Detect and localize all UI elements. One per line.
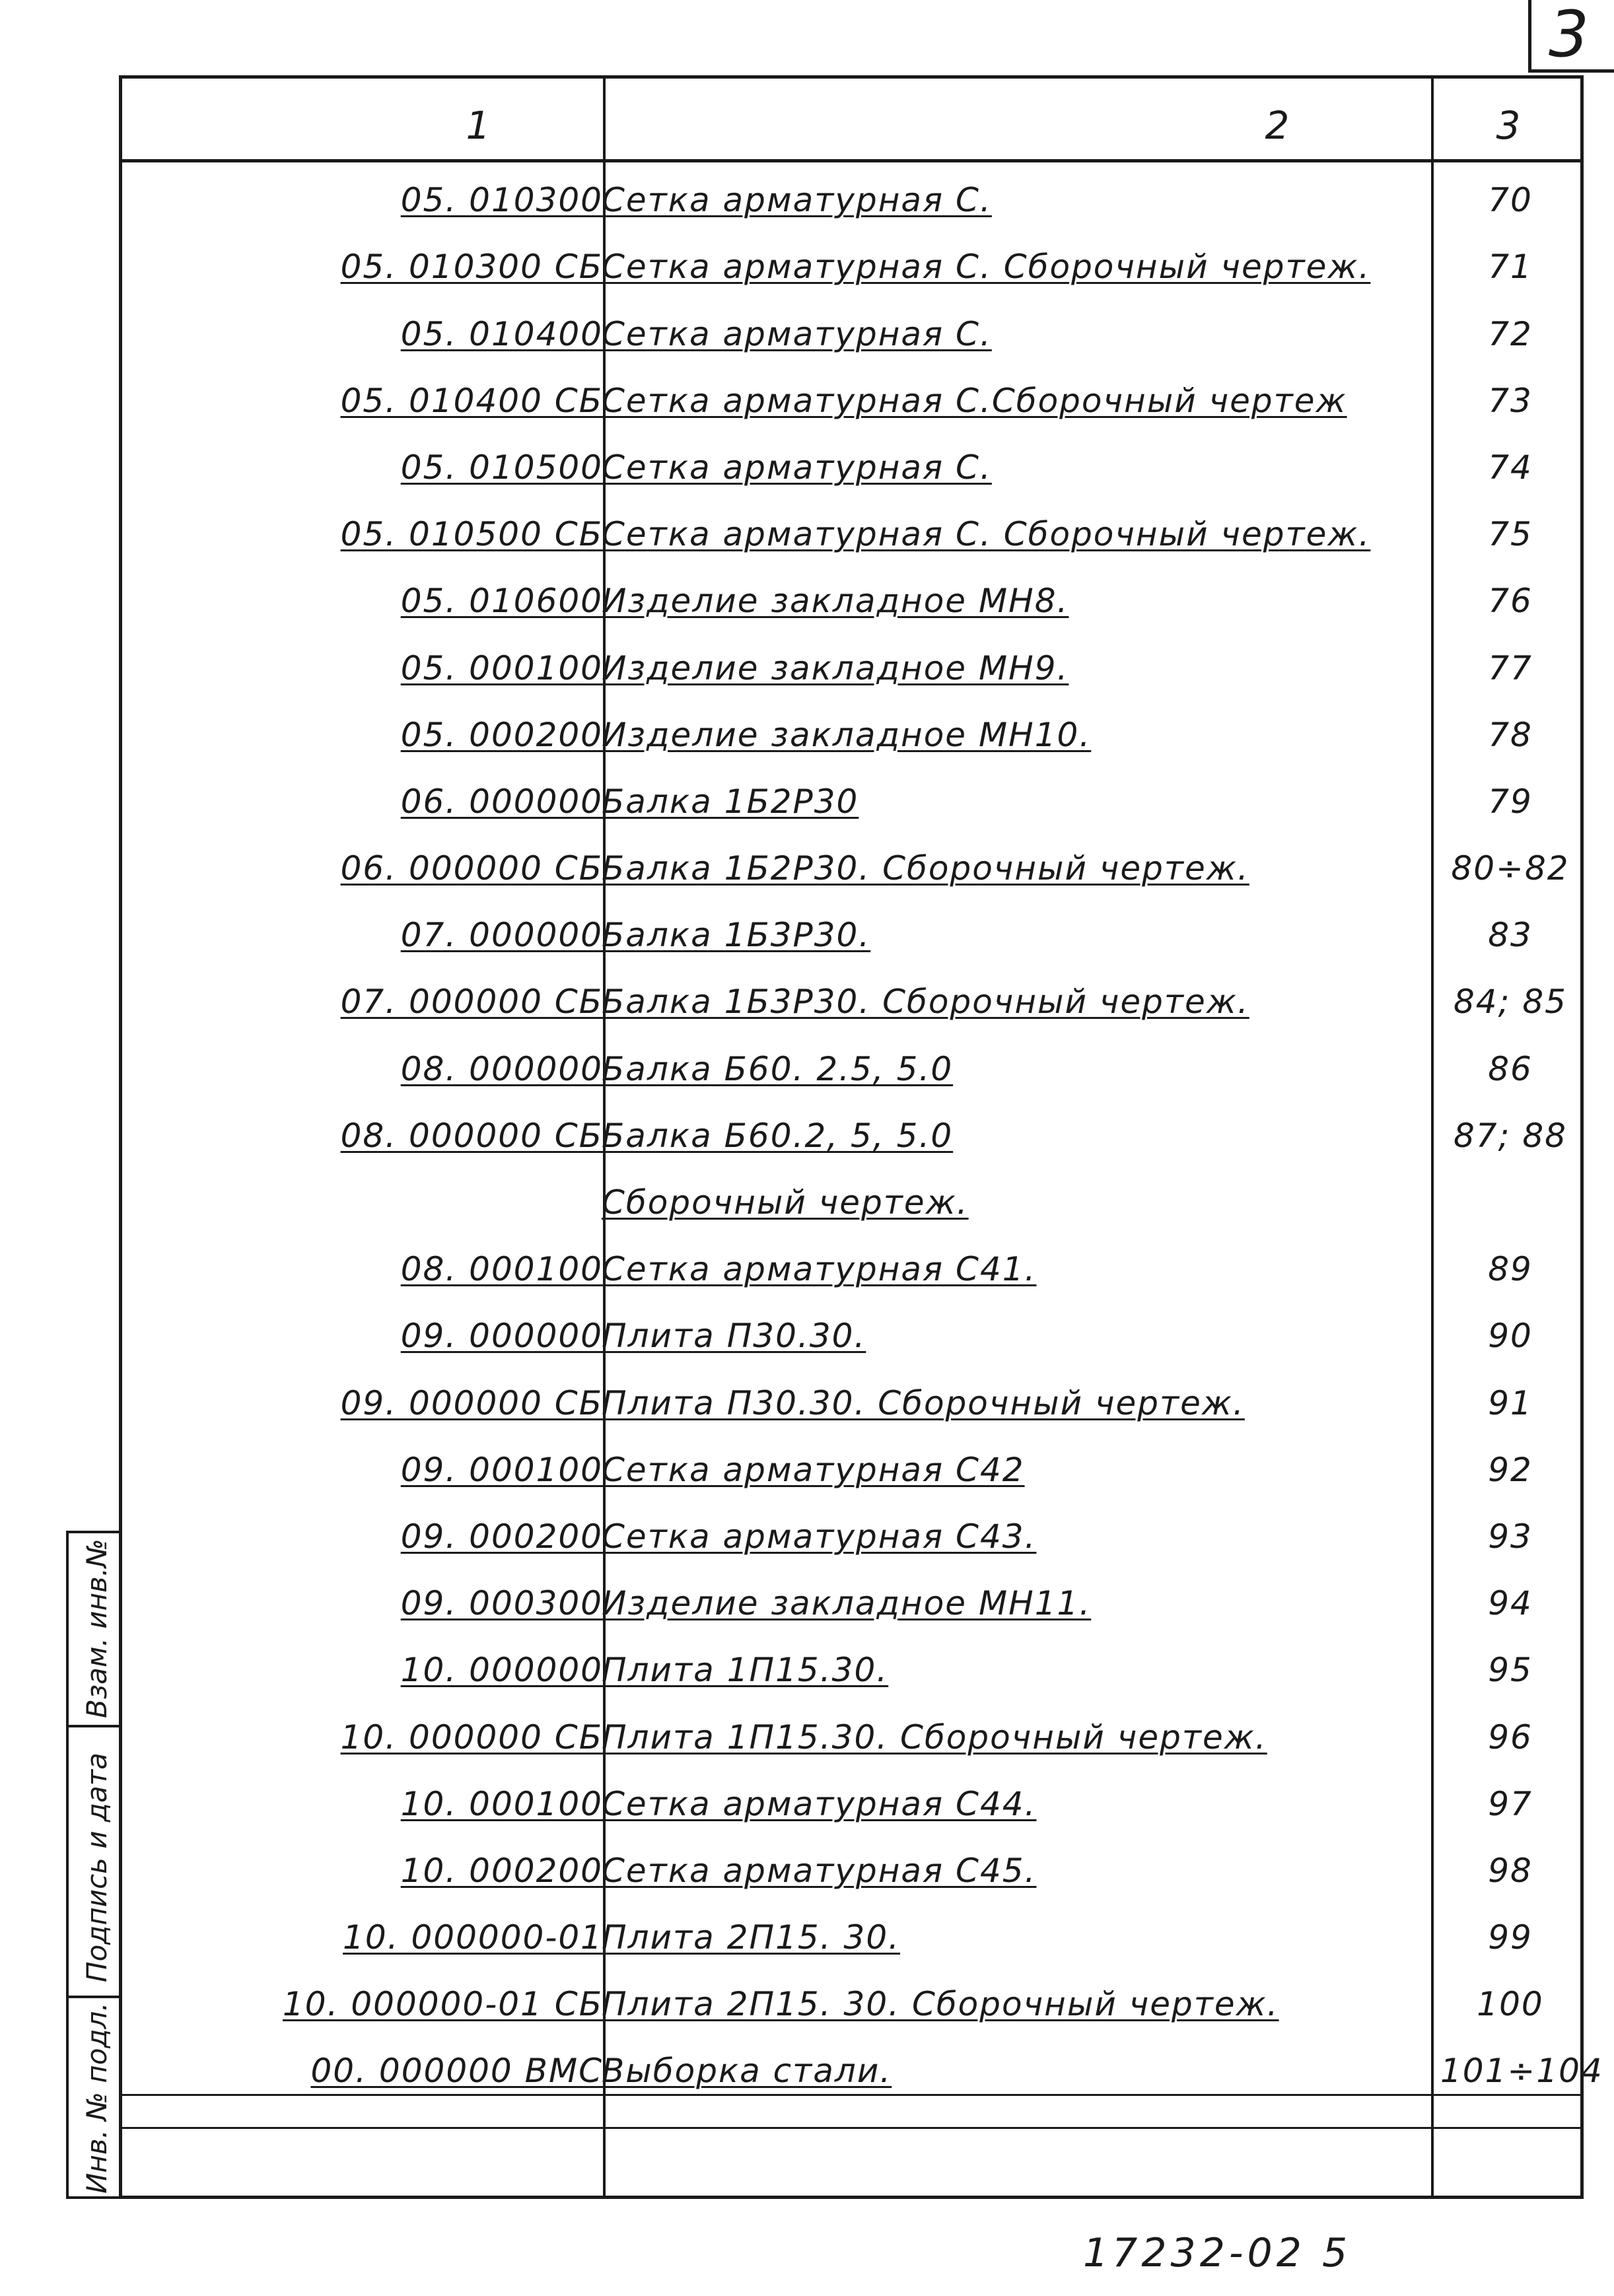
designation-cell: 08. 000000 xyxy=(400,1049,603,1088)
table-row xyxy=(122,1164,1580,1230)
name-cell: Сетка арматурная С44. xyxy=(602,1784,1037,1823)
sheet-cell: 70 xyxy=(1488,181,1533,220)
stamp-divider xyxy=(69,1996,120,1998)
name-cell: Балка Б60.2, 5, 5.0 xyxy=(602,1116,954,1155)
designation-cell: 10. 000200 xyxy=(400,1851,603,1890)
designation-cell: 05. 010400 СБ xyxy=(340,381,603,420)
page-number: 3 xyxy=(1549,0,1591,71)
sheet-cell: 84; 85 xyxy=(1454,983,1567,1022)
name-cell: Сборочный чертеж. xyxy=(602,1183,969,1222)
table-row xyxy=(122,1230,1580,1297)
name-cell: Изделие закладное МН11. xyxy=(602,1584,1092,1623)
header-col-2: 2 xyxy=(1265,103,1291,148)
table-row xyxy=(122,1297,1580,1364)
designation-cell: 10. 000000-01 xyxy=(343,1918,603,1957)
table-row xyxy=(122,963,1580,1029)
name-cell: Сетка арматурная С. xyxy=(602,314,992,353)
header-col-3: 3 xyxy=(1496,103,1522,148)
table-row xyxy=(122,763,1580,829)
designation-cell: 09. 000100 xyxy=(400,1450,603,1489)
designation-cell: 05. 010500 СБ xyxy=(340,515,603,554)
designation-cell: 07. 000000 СБ xyxy=(340,983,603,1022)
name-cell: Сетка арматурная С. Сборочный чертеж. xyxy=(602,515,1371,554)
designation-cell: 05. 010300 xyxy=(400,181,603,220)
name-cell: Сетка арматурная С43. xyxy=(602,1517,1037,1556)
name-cell: Плита 2П15. 30. xyxy=(602,1918,901,1957)
designation-cell: 10. 000000 xyxy=(400,1651,603,1690)
sheet-cell: 92 xyxy=(1488,1450,1533,1489)
table-row xyxy=(122,161,1580,228)
table-row xyxy=(122,1431,1580,1498)
designation-cell: 07. 000000 xyxy=(400,916,603,955)
specification-table xyxy=(119,75,1603,2199)
name-cell: Балка 1Б2Р30 xyxy=(602,782,859,821)
sheet-cell: 95 xyxy=(1488,1651,1533,1690)
sheet-cell: 94 xyxy=(1488,1584,1533,1623)
sheet-cell: 75 xyxy=(1488,515,1533,554)
designation-cell: 08. 000000 СБ xyxy=(340,1116,603,1155)
table-row xyxy=(122,495,1580,562)
name-cell: Сетка арматурная С.Сборочный чертеж xyxy=(602,381,1347,420)
name-cell: Сетка арматурная С. xyxy=(602,448,992,487)
table-body xyxy=(122,161,1603,2233)
designation-cell: 09. 000200 xyxy=(400,1517,603,1556)
sheet-cell: 97 xyxy=(1488,1784,1533,1823)
table-row xyxy=(122,1564,1580,1631)
name-cell: Плита П30.30. xyxy=(602,1317,866,1356)
designation-cell: 05. 010400 xyxy=(400,314,603,353)
designation-cell: 08. 000100 xyxy=(400,1250,603,1289)
name-cell: Сетка арматурная С45. xyxy=(602,1851,1037,1890)
table-row xyxy=(122,1898,1580,1965)
table-row xyxy=(122,295,1580,361)
table-row xyxy=(122,429,1580,495)
stamp-divider xyxy=(69,1725,120,1727)
name-cell: Сетка арматурная С. xyxy=(602,181,992,220)
sheet-cell: 76 xyxy=(1488,582,1533,621)
designation-cell: 06. 000000 xyxy=(400,782,603,821)
table-row xyxy=(122,896,1580,963)
designation-cell: 09. 000000 xyxy=(400,1317,603,1356)
name-cell: Балка 1Б2Р30. Сборочный чертеж. xyxy=(602,849,1249,888)
name-cell: Балка Б60. 2.5, 5.0 xyxy=(602,1049,954,1088)
name-cell: Плита 2П15. 30. Сборочный чертеж. xyxy=(602,1985,1279,2024)
header-col-1: 1 xyxy=(466,103,492,148)
side-stamp: Взам. инв.№ Подпись и дата Инв. № подл. xyxy=(66,1531,120,2199)
table-row xyxy=(122,228,1580,295)
sheet-cell: 100 xyxy=(1477,1985,1544,2024)
name-cell: Балка 1Б3Р30. xyxy=(602,916,871,955)
table-row xyxy=(122,1832,1580,1898)
sheet-cell: 80÷82 xyxy=(1451,849,1570,888)
sheet-cell: 86 xyxy=(1488,1049,1533,1088)
table-row xyxy=(122,696,1580,763)
designation-cell: 05. 010500 xyxy=(400,448,603,487)
name-cell: Выборка стали. xyxy=(602,2052,892,2091)
sheet-cell: 83 xyxy=(1488,916,1533,955)
designation-cell: 05. 000100 xyxy=(400,648,603,687)
document-code: 17232-02 5 xyxy=(1083,2230,1352,2276)
table-row xyxy=(122,2032,1603,2099)
table-row xyxy=(122,1631,1580,1698)
designation-cell: 05. 010300 СБ xyxy=(340,248,603,287)
designation-cell: 09. 000000 СБ xyxy=(340,1383,603,1422)
designation-cell: 00. 000000 ВМС xyxy=(310,2052,603,2091)
sheet-cell: 89 xyxy=(1488,1250,1533,1289)
name-cell: Плита П30.30. Сборочный чертеж. xyxy=(602,1383,1245,1422)
sheet-cell: 77 xyxy=(1488,648,1533,687)
designation-cell: 05. 000200 xyxy=(400,715,603,754)
name-cell: Плита 1П15.30. Сборочный чертеж. xyxy=(602,1718,1267,1757)
table-row xyxy=(122,1765,1580,1832)
sheet-cell: 91 xyxy=(1488,1383,1533,1422)
sheet-cell: 93 xyxy=(1488,1517,1533,1556)
designation-cell: 09. 000300 xyxy=(400,1584,603,1623)
name-cell: Изделие закладное МН10. xyxy=(602,715,1092,754)
designation-cell: 10. 000000-01 СБ xyxy=(282,1985,603,2024)
sheet-cell: 101÷104 xyxy=(1440,2052,1603,2091)
table-row xyxy=(122,1698,1580,1764)
designation-cell: 05. 010600 xyxy=(400,582,603,621)
designation-cell: 10. 000100 xyxy=(400,1784,603,1823)
sheet-cell: 78 xyxy=(1488,715,1533,754)
designation-cell: 06. 000000 СБ xyxy=(340,849,603,888)
sheet-cell: 74 xyxy=(1488,448,1533,487)
sheet-cell: 72 xyxy=(1488,314,1533,353)
name-cell: Сетка арматурная С41. xyxy=(602,1250,1037,1289)
designation-cell: 10. 000000 СБ xyxy=(340,1718,603,1757)
table-row xyxy=(122,2099,1580,2165)
table-row xyxy=(122,1498,1580,1564)
table-row xyxy=(122,2166,1580,2233)
name-cell: Изделие закладное МН9. xyxy=(602,648,1069,687)
sheet-cell: 73 xyxy=(1488,381,1533,420)
name-cell: Плита 1П15.30. xyxy=(602,1651,889,1690)
name-cell: Сетка арматурная С. Сборочный чертеж. xyxy=(602,248,1371,287)
table-row xyxy=(122,362,1580,429)
table-row xyxy=(122,1364,1580,1430)
table-row xyxy=(122,1965,1580,2032)
sheet-cell: 90 xyxy=(1488,1317,1533,1356)
name-cell: Изделие закладное МН8. xyxy=(602,582,1069,621)
sheet-cell: 98 xyxy=(1488,1851,1533,1890)
name-cell: Сетка арматурная С42 xyxy=(602,1450,1025,1489)
sheet-cell: 96 xyxy=(1488,1718,1533,1757)
table-row xyxy=(122,1029,1580,1096)
sheet-cell: 71 xyxy=(1488,248,1533,287)
table-row xyxy=(122,829,1580,896)
sheet-cell: 79 xyxy=(1488,782,1533,821)
sheet-cell: 87; 88 xyxy=(1454,1116,1567,1155)
table-row xyxy=(122,629,1580,695)
table-row xyxy=(122,1097,1580,1164)
table-row xyxy=(122,562,1580,629)
name-cell: Балка 1Б3Р30. Сборочный чертеж. xyxy=(602,983,1249,1022)
sheet-cell: 99 xyxy=(1488,1918,1533,1957)
